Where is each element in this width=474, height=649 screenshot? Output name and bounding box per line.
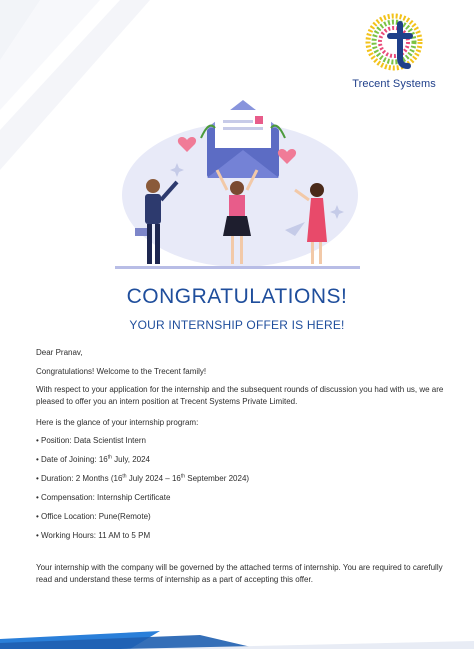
trecent-t-logo-icon xyxy=(364,12,424,72)
congratulations-heading: CONGRATULATIONS! xyxy=(126,285,348,308)
detail-compensation: • Compensation: Internship Certificate xyxy=(36,493,171,502)
letter-greeting: Dear Pranav, xyxy=(36,348,83,357)
detail-working-hours: • Working Hours: 11 AM to 5 PM xyxy=(36,531,151,540)
company-name: Trecent Systems xyxy=(352,78,436,90)
company-logo xyxy=(352,12,436,90)
letter-glance: Here is the glance of your internship program: xyxy=(36,418,199,427)
envelope-icon xyxy=(201,100,285,178)
letter-welcome: Congratulations! Welcome to the Trecent family! xyxy=(36,367,207,376)
floor-line xyxy=(115,266,360,269)
detail-joining-date: • Date of Joining: 16th July, 2024 xyxy=(36,454,151,464)
celebration-illustration xyxy=(105,90,370,270)
detail-office-location: • Office Location: Pune(Remote) xyxy=(36,512,151,521)
letter-intro: With respect to your application for the internship and the subsequent rounds of discussion you had with us, we are pleased to offer you an intern position at Trecent Systems Private Limited. xyxy=(36,385,444,406)
offer-subheading: YOUR INTERNSHIP OFFER IS HERE! xyxy=(129,318,345,332)
detail-position: • Position: Data Scientist Intern xyxy=(36,436,146,445)
detail-duration: • Duration: 2 Months (16th July 2024 – 16th September 2024) xyxy=(36,473,250,483)
footer-wave xyxy=(0,625,474,649)
letter-closing: Your internship with the company will be governed by the attached terms of internship. You are required to carefully read and understand these terms of internship as a part of accepting this offer. xyxy=(36,563,443,584)
